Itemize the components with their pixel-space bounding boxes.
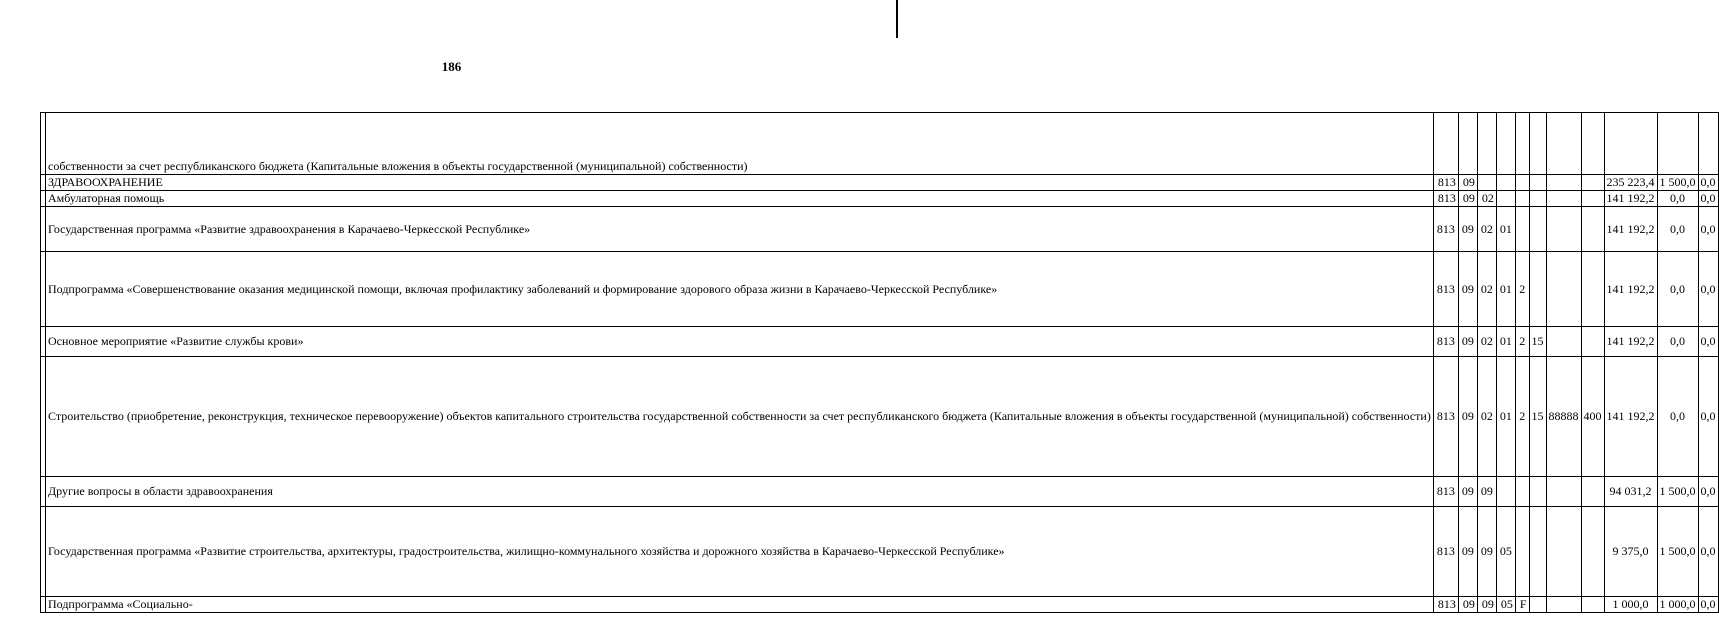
cell-subsection-code: 02 [1477, 327, 1496, 357]
cell-item-name: Основное мероприятие «Развитие службы крови» [46, 327, 1434, 357]
cell-amount-3: 0,0 [1698, 327, 1718, 357]
cell-program-code: 01 [1496, 327, 1515, 357]
cell-expense-type-code [1581, 327, 1604, 357]
cell-direction-code [1546, 207, 1581, 252]
cell-program-code [1496, 175, 1515, 191]
cell-subprogram-code [1515, 175, 1529, 191]
cell-event-code: 15 [1529, 357, 1546, 477]
cell-amount-2: 1 500,0 [1657, 175, 1698, 191]
cell-grbs-code: 813 [1433, 477, 1458, 507]
cell-program-code [1496, 191, 1515, 207]
cell-program-code: 01 [1496, 252, 1515, 327]
cell-expense-type-code: 400 [1581, 357, 1604, 477]
cell-subprogram-code: 2 [1515, 252, 1529, 327]
table-row [41, 327, 1719, 357]
cell-section-code: 09 [1458, 252, 1477, 327]
budget-table [40, 112, 1719, 613]
cell-event-code [1529, 191, 1546, 207]
cell-amount-3 [1698, 113, 1718, 175]
cell-subprogram-code [1515, 191, 1529, 207]
cell-expense-type-code [1581, 597, 1604, 613]
cell-amount-3: 0,0 [1698, 175, 1718, 191]
cell-grbs-code: 813 [1433, 597, 1458, 613]
cell-amount-1: 94 031,2 [1604, 477, 1657, 507]
cell-section-code [1458, 113, 1477, 175]
cell-section-code: 09 [1458, 175, 1477, 191]
cell-direction-code [1546, 507, 1581, 597]
cell-section-code: 09 [1458, 207, 1477, 252]
cell-amount-1: 141 192,2 [1604, 357, 1657, 477]
cell-subprogram-code [1515, 113, 1529, 175]
cell-grbs-code: 813 [1433, 507, 1458, 597]
cell-direction-code [1546, 597, 1581, 613]
table-row [41, 357, 1719, 477]
cell-direction-code [1546, 477, 1581, 507]
cell-program-code [1496, 113, 1515, 175]
cell-subsection-code: 09 [1477, 507, 1496, 597]
cell-item-name: собственности за счет республиканского бюджета (Капитальные вложения в объекты государственной (муниципальной) собственности) [46, 113, 1434, 175]
cell-program-code: 05 [1496, 597, 1515, 613]
cell-amount-2: 0,0 [1657, 357, 1698, 477]
cell-event-code [1529, 113, 1546, 175]
cell-subprogram-code: F [1515, 597, 1529, 613]
cell-subsection-code: 09 [1477, 597, 1496, 613]
cell-item-name: Государственная программа «Развитие строительства, архитектуры, градостроительства, жилищно-коммунального хозяйства и дорожного хозяйства в Карачаево-Черкесской Республике» [46, 507, 1434, 597]
cell-amount-2: 0,0 [1657, 191, 1698, 207]
cell-grbs-code: 813 [1433, 327, 1458, 357]
cell-expense-type-code [1581, 477, 1604, 507]
cell-amount-3: 0,0 [1698, 507, 1718, 597]
cell-item-name: Амбулаторная помощь [46, 191, 1434, 207]
cell-amount-3: 0,0 [1698, 597, 1718, 613]
cell-amount-2 [1657, 113, 1698, 175]
cell-item-name: Подпрограмма «Социально- [46, 597, 1434, 613]
cell-event-code [1529, 252, 1546, 327]
cell-grbs-code: 813 [1433, 357, 1458, 477]
cell-amount-3: 0,0 [1698, 477, 1718, 507]
cell-subsection-code: 02 [1477, 191, 1496, 207]
cell-event-code: 15 [1529, 327, 1546, 357]
table-row [41, 477, 1719, 507]
table-row [41, 207, 1719, 252]
cell-amount-2: 0,0 [1657, 327, 1698, 357]
cell-amount-1: 235 223,4 [1604, 175, 1657, 191]
cell-direction-code [1546, 252, 1581, 327]
cell-subsection-code: 02 [1477, 357, 1496, 477]
cell-subsection-code [1477, 113, 1496, 175]
cell-event-code [1529, 477, 1546, 507]
cell-item-name: Другие вопросы в области здравоохранения [46, 477, 1434, 507]
cell-amount-1: 9 375,0 [1604, 507, 1657, 597]
cell-section-code: 09 [1458, 327, 1477, 357]
cell-direction-code [1546, 191, 1581, 207]
cell-subsection-code: 09 [1477, 477, 1496, 507]
cell-direction-code [1546, 327, 1581, 357]
cell-amount-3: 0,0 [1698, 207, 1718, 252]
cell-expense-type-code [1581, 252, 1604, 327]
table-row [41, 597, 1719, 613]
cell-item-name: ЗДРАВООХРАНЕНИЕ [46, 175, 1434, 191]
cell-amount-3: 0,0 [1698, 357, 1718, 477]
cell-section-code: 09 [1458, 507, 1477, 597]
page-edge-line [896, 0, 898, 38]
cell-section-code: 09 [1458, 191, 1477, 207]
cell-amount-2: 0,0 [1657, 207, 1698, 252]
cell-amount-3: 0,0 [1698, 191, 1718, 207]
cell-subsection-code [1477, 175, 1496, 191]
page-number: 186 [441, 59, 462, 74]
table-row [41, 252, 1719, 327]
cell-item-name: Государственная программа «Развитие здравоохранения в Карачаево-Черкесской Республике» [46, 207, 1434, 252]
cell-direction-code [1546, 113, 1581, 175]
cell-expense-type-code [1581, 175, 1604, 191]
cell-grbs-code: 813 [1433, 252, 1458, 327]
cell-amount-2: 0,0 [1657, 252, 1698, 327]
cell-event-code [1529, 507, 1546, 597]
cell-program-code: 01 [1496, 357, 1515, 477]
table-row [41, 507, 1719, 597]
cell-amount-3: 0,0 [1698, 252, 1718, 327]
cell-expense-type-code [1581, 207, 1604, 252]
cell-subsection-code: 02 [1477, 207, 1496, 252]
cell-subprogram-code: 2 [1515, 327, 1529, 357]
cell-program-code: 05 [1496, 507, 1515, 597]
cell-amount-2: 1 500,0 [1657, 507, 1698, 597]
cell-amount-1: 141 192,2 [1604, 252, 1657, 327]
cell-program-code: 01 [1496, 207, 1515, 252]
cell-subsection-code: 02 [1477, 252, 1496, 327]
cell-amount-1 [1604, 113, 1657, 175]
cell-amount-1: 141 192,2 [1604, 327, 1657, 357]
cell-subprogram-code [1515, 207, 1529, 252]
cell-amount-2: 1 500,0 [1657, 477, 1698, 507]
cell-subprogram-code [1515, 507, 1529, 597]
cell-direction-code [1546, 175, 1581, 191]
cell-amount-1: 1 000,0 [1604, 597, 1657, 613]
cell-grbs-code: 813 [1433, 191, 1458, 207]
cell-grbs-code: 813 [1433, 175, 1458, 191]
cell-amount-1: 141 192,2 [1604, 191, 1657, 207]
cell-expense-type-code [1581, 191, 1604, 207]
cell-section-code: 09 [1458, 597, 1477, 613]
cell-amount-1: 141 192,2 [1604, 207, 1657, 252]
cell-expense-type-code [1581, 113, 1604, 175]
cell-item-name: Строительство (приобретение, реконструкция, техническое перевооружение) объектов капитального строительства государственной собственности за счет республиканского бюджета (Капитальные вложения в объекты государственной (муниципальной) собственности) [46, 357, 1434, 477]
cell-event-code [1529, 175, 1546, 191]
cell-event-code [1529, 597, 1546, 613]
cell-amount-2: 1 000,0 [1657, 597, 1698, 613]
cell-item-name: Подпрограмма «Совершенствование оказания медицинской помощи, включая профилактику заболеваний и формирование здорового образа жизни в Карачаево-Черкесской Республике» [46, 252, 1434, 327]
table-row [41, 175, 1719, 191]
table-row [41, 191, 1719, 207]
cell-program-code [1496, 477, 1515, 507]
cell-event-code [1529, 207, 1546, 252]
cell-expense-type-code [1581, 507, 1604, 597]
cell-grbs-code [1433, 113, 1458, 175]
cell-grbs-code: 813 [1433, 207, 1458, 252]
cell-section-code: 09 [1458, 477, 1477, 507]
cell-subprogram-code: 2 [1515, 357, 1529, 477]
cell-section-code: 09 [1458, 357, 1477, 477]
cell-subprogram-code [1515, 477, 1529, 507]
cell-direction-code: 88888 [1546, 357, 1581, 477]
table-row [41, 113, 1719, 175]
